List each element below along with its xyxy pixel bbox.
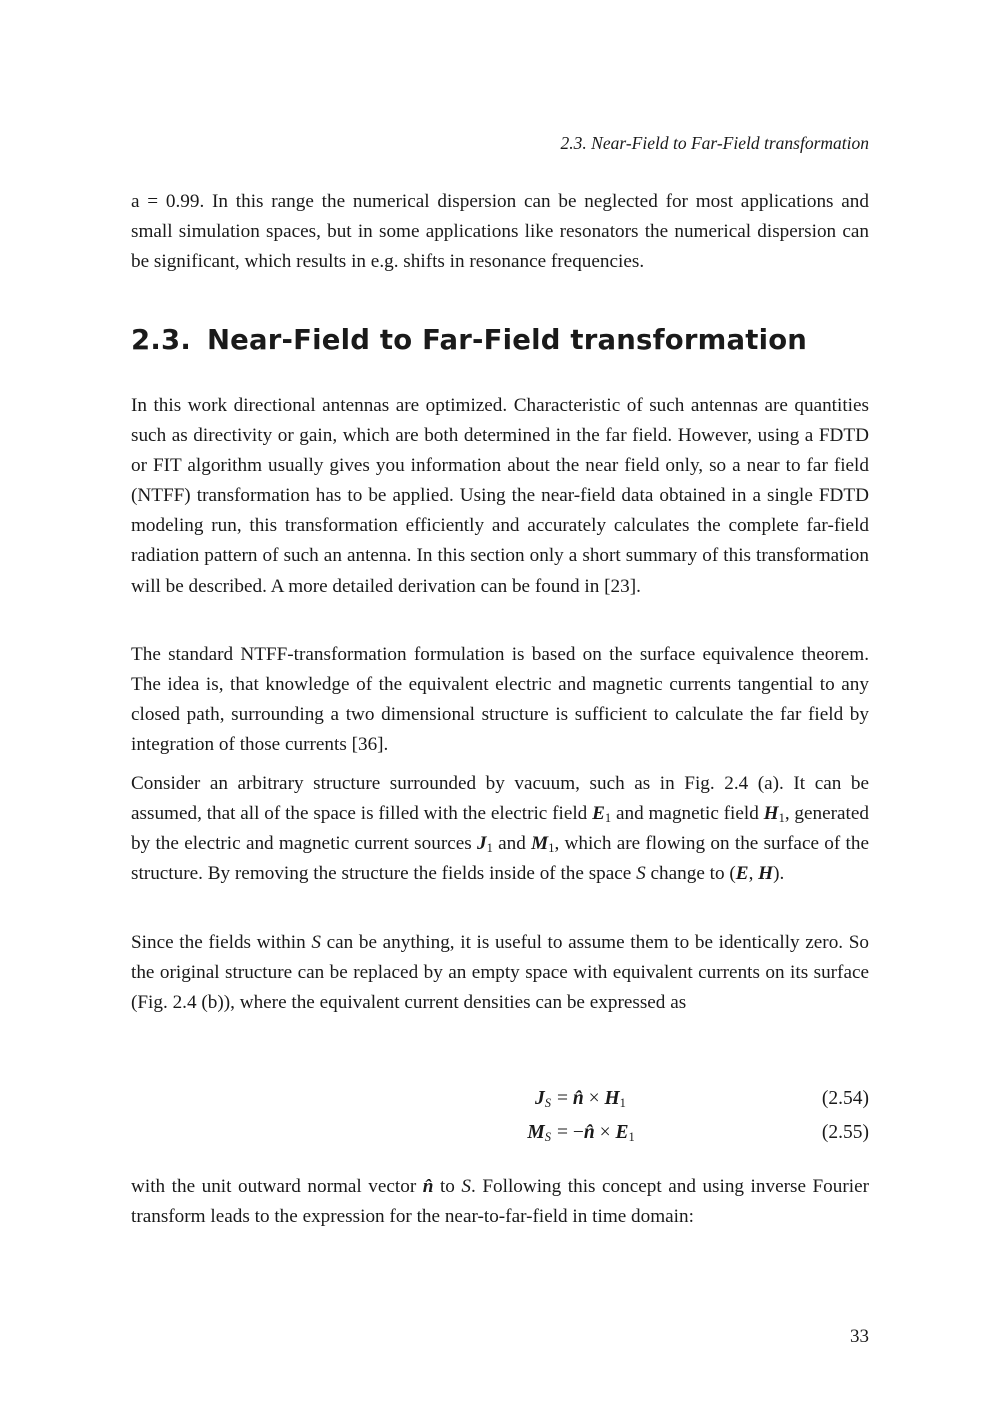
paragraph-2: The standard NTFF-transformation formulation is based on the surface equivalence theorem. The idea is, that knowledge of the equivalent electric and magnetic currents tangential to any closed path, surrounding a two dimensional structure is sufficient to calculate the far field by integration of those currents [36]. xyxy=(131,644,869,756)
eq-symbol: M xyxy=(527,1122,545,1143)
paragraph-5 xyxy=(131,1172,869,1232)
intro-paragraph: a = 0.99. In this range the numerical dispersion can be neglected for most applications and small simulation spaces, but in some applications like resonators the numerical dispersion can be significant, which results in e.g. shifts in resonance frequencies. xyxy=(131,191,869,273)
running-header: 2.3. Near-Field to Far-Field transformation xyxy=(560,133,869,153)
p3-text: , generated by the electric and magnetic current sources xyxy=(131,803,869,855)
p4-text: can be anything, it is useful to assume them to be identically zero. So the original structure can be replaced by an empty space with equivalent currents on its surface (Fig. 2.4 (b)), where the equivalent current densities can be expressed as xyxy=(131,932,869,1014)
section-number: 2.3. xyxy=(131,324,191,356)
eq-symbol: J xyxy=(535,1088,545,1109)
p3-text: ). xyxy=(773,863,785,885)
eq-operator: = − xyxy=(557,1122,584,1143)
paragraph-3 xyxy=(131,769,869,889)
symbol-E: E xyxy=(735,863,749,885)
subscript: 1 xyxy=(604,811,612,826)
subscript: 1 xyxy=(548,841,555,856)
subscript: 1 xyxy=(486,841,493,856)
eq-operator: × xyxy=(583,1088,605,1109)
eq-operator: × xyxy=(594,1122,616,1143)
p3-text: , which are flowing on the surface of the structure. By removing the structure the fields inside of the space xyxy=(131,833,869,885)
subscript: 1 xyxy=(778,811,785,826)
p3-text: , xyxy=(748,863,759,885)
symbol-E: E xyxy=(592,803,605,825)
symbol-S: S xyxy=(636,863,646,885)
equation-2-55 xyxy=(131,1122,869,1152)
paragraph-4 xyxy=(131,928,869,1018)
equation-rhs xyxy=(557,1122,635,1144)
equation-rhs xyxy=(557,1088,626,1110)
equation-lhs xyxy=(535,1088,551,1110)
eq-subscript: 1 xyxy=(628,1130,635,1144)
document-page xyxy=(131,0,869,1414)
eq-symbol: n̂ xyxy=(583,1122,595,1143)
symbol-S: S xyxy=(461,1176,472,1197)
eq-subscript: S xyxy=(544,1096,551,1110)
symbol-H: H xyxy=(763,803,779,825)
section-heading xyxy=(131,324,807,356)
symbol-J: J xyxy=(477,833,487,855)
equation-number: (2.55) xyxy=(821,1122,869,1143)
eq-subscript: 1 xyxy=(619,1096,626,1110)
symbol-n-hat: n̂ xyxy=(422,1176,434,1197)
symbol-S: S xyxy=(311,932,321,953)
eq-operator: = xyxy=(557,1088,573,1109)
eq-symbol: H xyxy=(604,1088,620,1109)
p5-text: to xyxy=(433,1176,462,1197)
equation-2-54 xyxy=(131,1088,869,1118)
equation-lhs xyxy=(527,1122,551,1144)
p3-text: and magnetic field xyxy=(611,803,764,825)
eq-symbol: E xyxy=(615,1122,629,1143)
section-title: Near-Field to Far-Field transformation xyxy=(206,324,808,356)
eq-subscript: S xyxy=(544,1130,551,1144)
p5-text: . Following this concept and using inverse Fourier transform leads to the expression for the near-to-far-field in time domain: xyxy=(131,1176,869,1228)
p3-text: Consider an arbitrary structure surrounded by vacuum, such as in Fig. 2.4 (a). It can be assumed, that all of the space is filled with the electric field xyxy=(131,773,869,825)
p4-text: Since the fields within xyxy=(131,932,312,953)
equation-number: (2.54) xyxy=(821,1088,869,1109)
p5-text: with the unit outward normal vector xyxy=(131,1176,423,1197)
symbol-H: H xyxy=(758,863,774,885)
paragraph-1: In this work directional antennas are optimized. Characteristic of such antennas are quantities such as directivity or gain, which are both determined in the far field. However, using a FDTD or FIT algorithm usually gives you information about the near field only, so a near to far field (NTFF) transformation has to be applied. Using the near-field data obtained in a single FDTD modeling run, this transformation efficiently and accurately calculates the complete far-field radiation pattern of such an antenna. In this section only a short summary of this transformation will be described. A more detailed derivation can be found in [23]. xyxy=(131,395,869,597)
p3-text: and xyxy=(492,833,532,855)
p3-text: change to ( xyxy=(645,863,736,885)
symbol-M: M xyxy=(531,833,549,855)
page-number: 33 xyxy=(850,1326,869,1347)
eq-symbol: n̂ xyxy=(572,1088,584,1109)
